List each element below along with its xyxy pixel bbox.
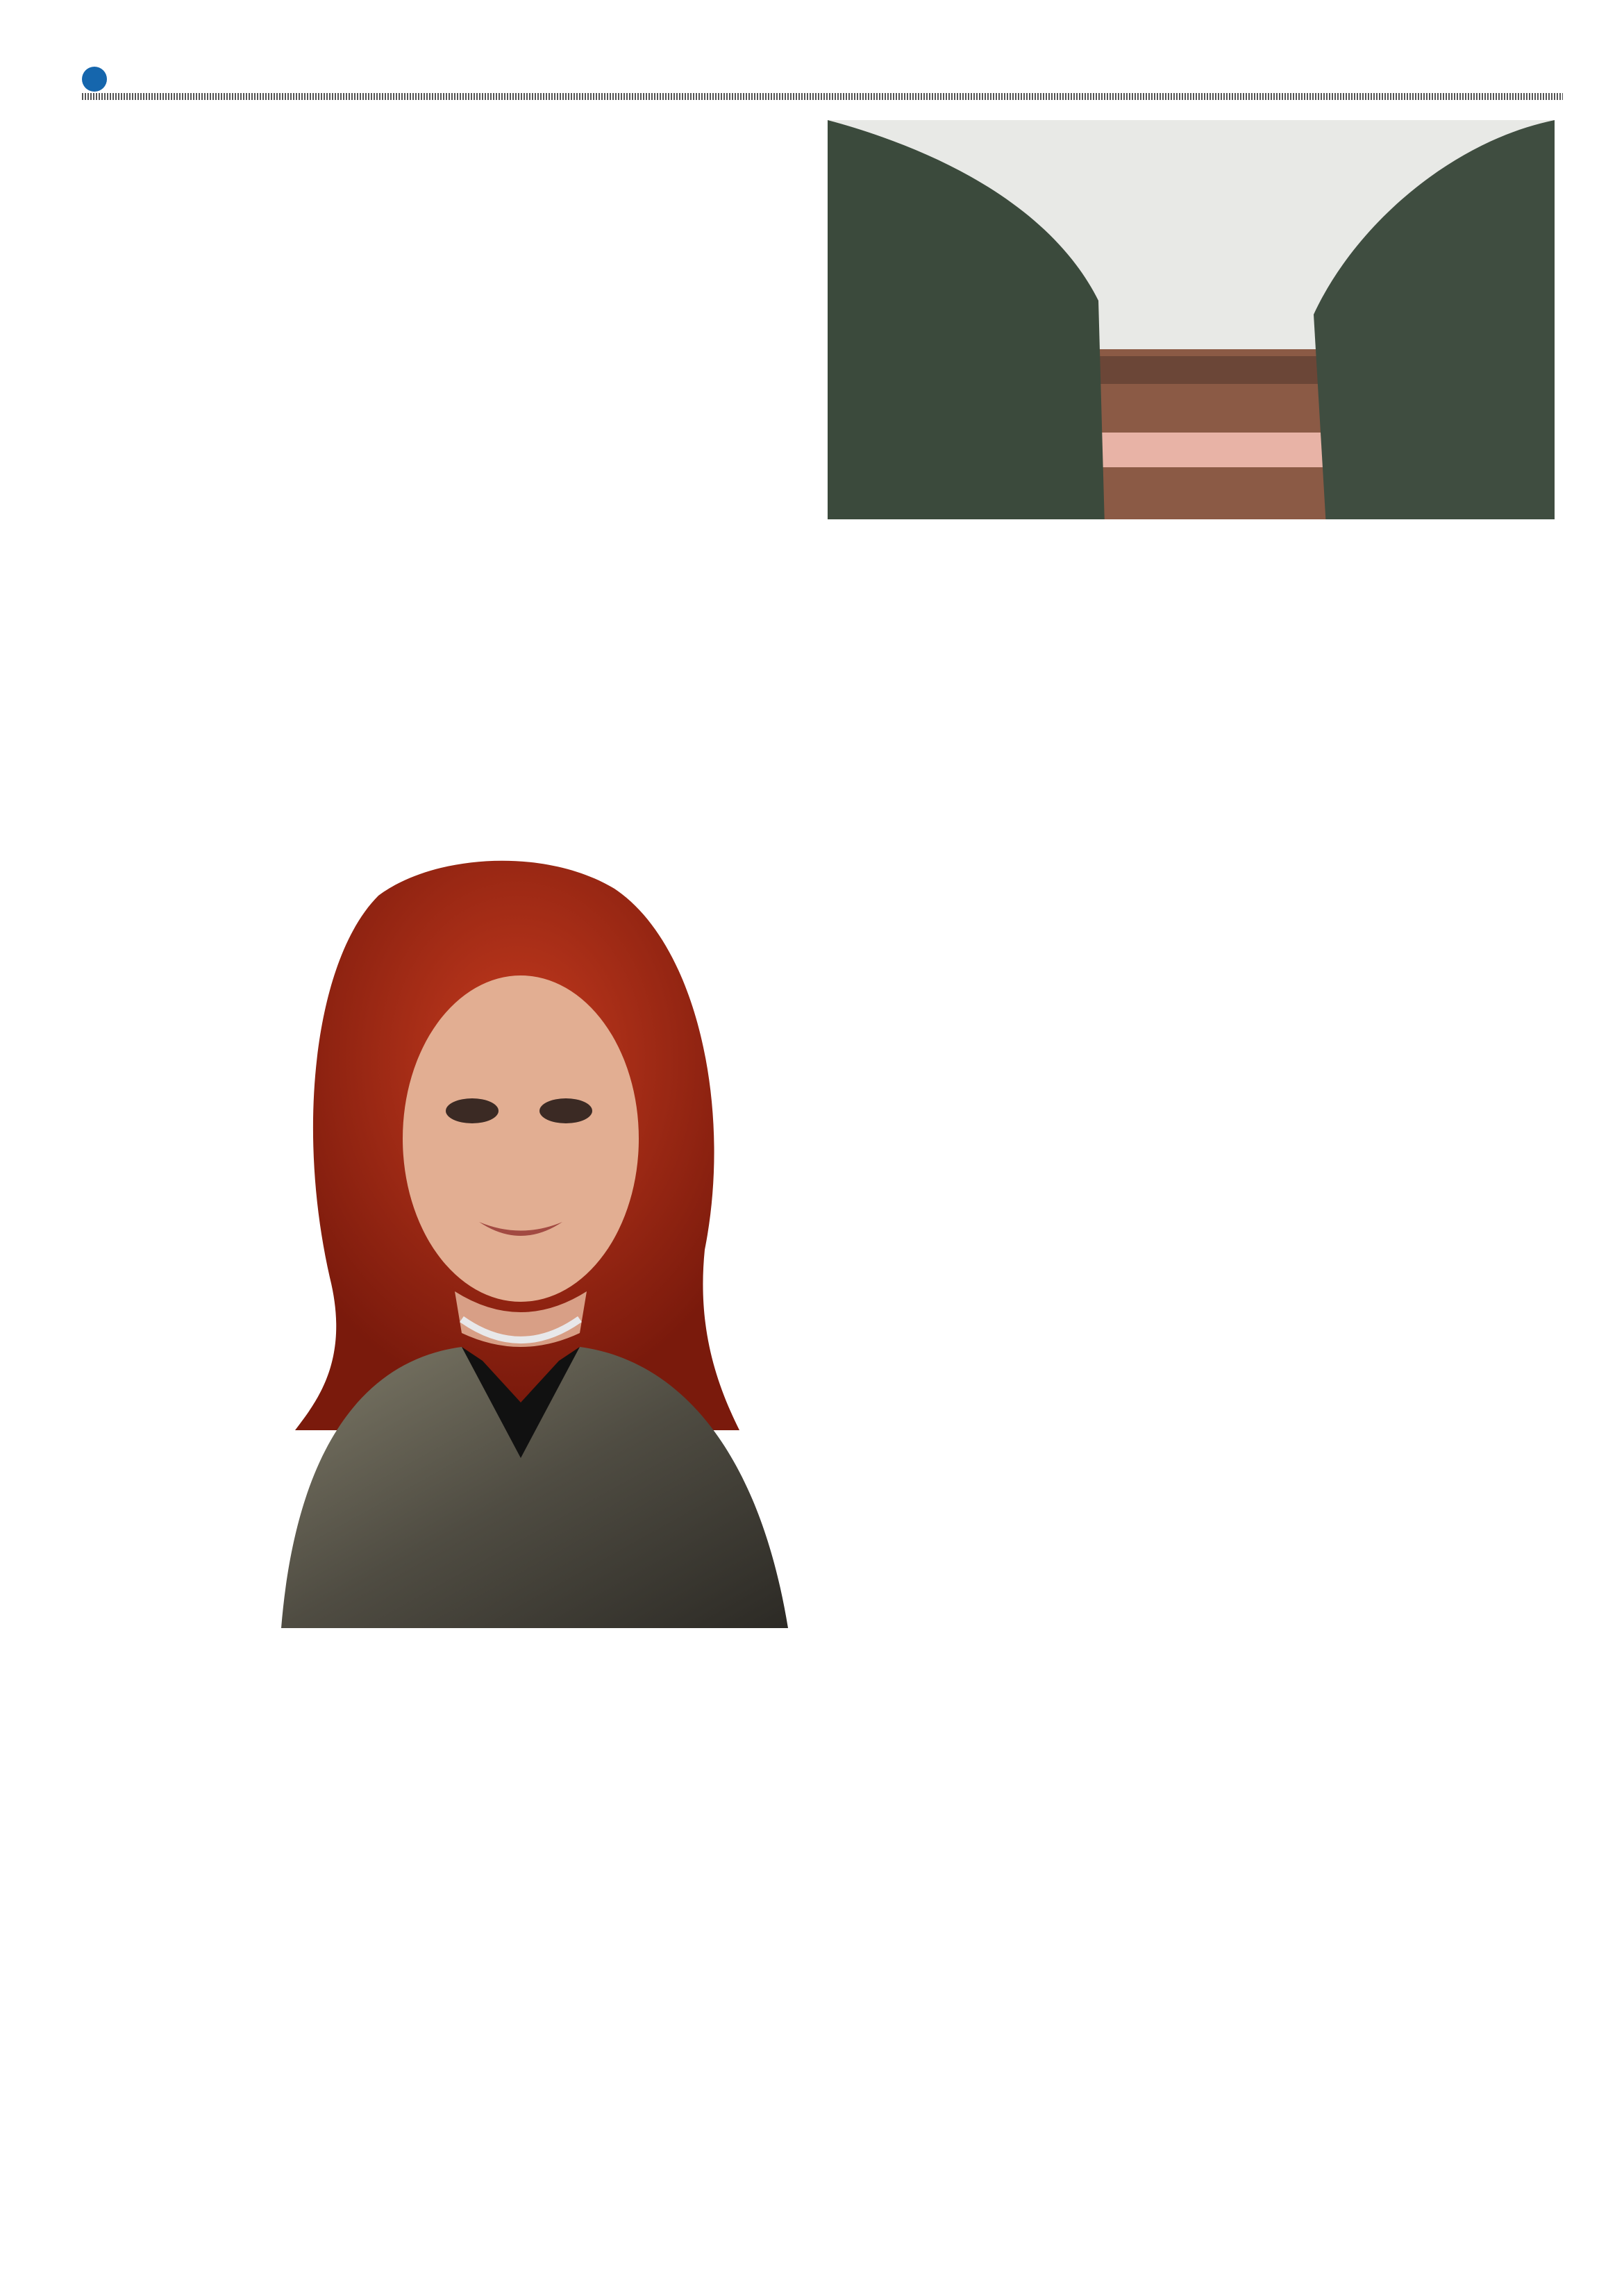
nelie-olivier-portrait-photo xyxy=(253,833,788,1628)
silwerkroon-building-photo xyxy=(828,120,1555,519)
page-number-badge xyxy=(82,67,107,92)
header-rule xyxy=(82,93,1563,100)
